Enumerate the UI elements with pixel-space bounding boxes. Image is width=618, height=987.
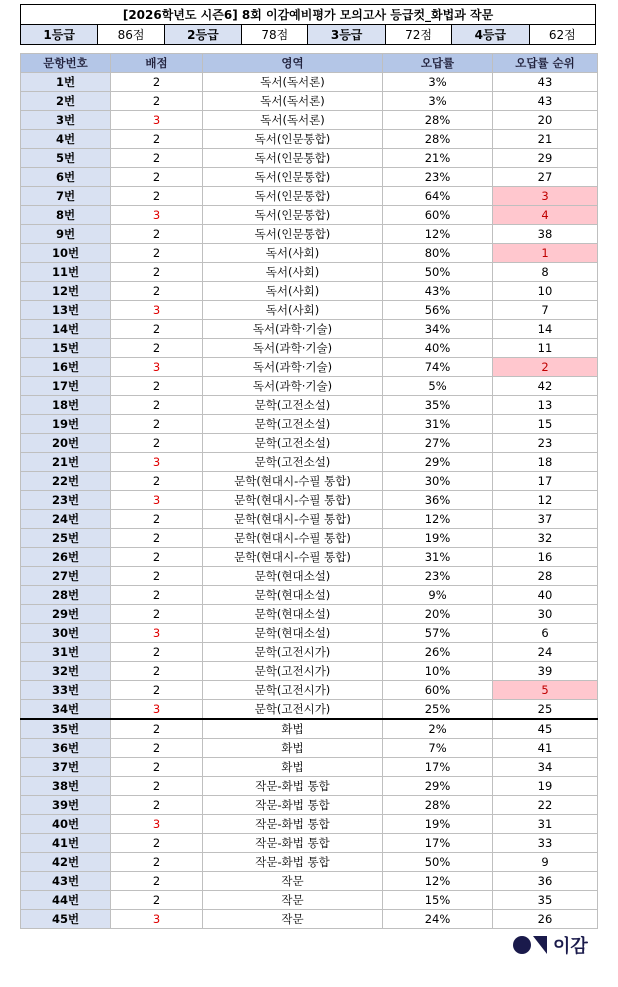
error-rate-cell: 12% — [383, 225, 493, 244]
error-rate-cell: 43% — [383, 282, 493, 301]
area-cell: 문학(현대소설) — [203, 624, 383, 643]
question-number: 42번 — [21, 853, 111, 872]
area-cell: 문학(고전시가) — [203, 700, 383, 720]
error-rate-cell: 23% — [383, 567, 493, 586]
error-rate-cell: 12% — [383, 872, 493, 891]
question-number: 23번 — [21, 491, 111, 510]
question-number: 14번 — [21, 320, 111, 339]
points-cell: 2 — [111, 415, 203, 434]
question-number: 26번 — [21, 548, 111, 567]
question-number: 11번 — [21, 263, 111, 282]
question-number: 6번 — [21, 168, 111, 187]
igam-logo — [513, 934, 588, 956]
error-rate-cell: 27% — [383, 434, 493, 453]
table-row — [21, 586, 598, 605]
table-row — [21, 491, 598, 510]
points-cell: 2 — [111, 548, 203, 567]
area-cell: 화법 — [203, 739, 383, 758]
table-row — [21, 510, 598, 529]
error-rank-cell: 42 — [493, 377, 598, 396]
points-cell: 2 — [111, 872, 203, 891]
error-rate-cell: 9% — [383, 586, 493, 605]
area-cell: 작문-화법 통합 — [203, 834, 383, 853]
table-row — [21, 111, 598, 130]
area-cell: 독서(사회) — [203, 301, 383, 320]
error-rank-cell: 36 — [493, 872, 598, 891]
table-row — [21, 643, 598, 662]
area-cell: 작문-화법 통합 — [203, 815, 383, 834]
points-cell: 2 — [111, 225, 203, 244]
points-cell: 2 — [111, 320, 203, 339]
table-row — [21, 891, 598, 910]
error-rate-cell: 34% — [383, 320, 493, 339]
table-row — [21, 681, 598, 700]
points-cell: 3 — [111, 358, 203, 377]
error-rank-cell: 45 — [493, 719, 598, 739]
error-rate-cell: 29% — [383, 777, 493, 796]
area-cell: 문학(현대시-수필 통합) — [203, 510, 383, 529]
area-cell: 독서(인문통합) — [203, 206, 383, 225]
points-cell: 3 — [111, 206, 203, 225]
table-row — [21, 472, 598, 491]
points-cell: 2 — [111, 396, 203, 415]
points-cell: 2 — [111, 777, 203, 796]
question-number: 34번 — [21, 700, 111, 720]
question-number: 10번 — [21, 244, 111, 263]
area-cell: 독서(인문통합) — [203, 225, 383, 244]
error-rate-cell: 26% — [383, 643, 493, 662]
table-row — [21, 168, 598, 187]
area-cell: 독서(인문통합) — [203, 149, 383, 168]
error-rate-cell: 29% — [383, 453, 493, 472]
grade-label: 4등급 — [452, 25, 529, 45]
table-row — [21, 834, 598, 853]
points-cell: 3 — [111, 624, 203, 643]
error-rate-cell: 35% — [383, 396, 493, 415]
table-row — [21, 700, 598, 720]
error-rate-cell: 64% — [383, 187, 493, 206]
logo-text: 이감 — [553, 936, 588, 957]
error-rate-cell: 74% — [383, 358, 493, 377]
table-row — [21, 796, 598, 815]
points-cell: 2 — [111, 796, 203, 815]
question-number: 20번 — [21, 434, 111, 453]
table-row — [21, 73, 598, 92]
error-rank-cell: 3 — [493, 187, 598, 206]
grade-cut-header — [20, 4, 596, 45]
table-row — [21, 130, 598, 149]
question-number: 30번 — [21, 624, 111, 643]
question-number: 17번 — [21, 377, 111, 396]
area-cell: 독서(과학·기술) — [203, 358, 383, 377]
points-cell: 2 — [111, 73, 203, 92]
question-number: 45번 — [21, 910, 111, 929]
error-rank-cell: 7 — [493, 301, 598, 320]
error-rank-cell: 32 — [493, 529, 598, 548]
question-number: 9번 — [21, 225, 111, 244]
error-rate-cell: 50% — [383, 853, 493, 872]
table-row — [21, 244, 598, 263]
error-rank-cell: 24 — [493, 643, 598, 662]
area-cell: 독서(사회) — [203, 263, 383, 282]
error-rank-cell: 39 — [493, 662, 598, 681]
points-cell: 2 — [111, 149, 203, 168]
points-cell: 2 — [111, 586, 203, 605]
table-row — [21, 719, 598, 739]
error-rank-cell: 20 — [493, 111, 598, 130]
error-rank-cell: 31 — [493, 815, 598, 834]
logo-triangle-icon — [533, 936, 547, 954]
points-cell: 2 — [111, 510, 203, 529]
area-cell: 독서(과학·기술) — [203, 377, 383, 396]
area-cell: 문학(현대소설) — [203, 586, 383, 605]
points-cell: 3 — [111, 301, 203, 320]
area-cell: 독서(인문통합) — [203, 168, 383, 187]
question-number: 5번 — [21, 149, 111, 168]
error-rate-cell: 80% — [383, 244, 493, 263]
area-cell: 문학(고전시가) — [203, 643, 383, 662]
error-rate-cell: 10% — [383, 662, 493, 681]
table-row — [21, 263, 598, 282]
error-rate-cell: 28% — [383, 111, 493, 130]
error-rank-cell: 6 — [493, 624, 598, 643]
points-cell: 2 — [111, 643, 203, 662]
error-rate-cell: 60% — [383, 206, 493, 225]
grade-label: 2등급 — [164, 25, 241, 45]
question-number: 8번 — [21, 206, 111, 225]
area-cell: 작문 — [203, 910, 383, 929]
table-row — [21, 149, 598, 168]
question-number: 32번 — [21, 662, 111, 681]
error-rank-cell: 18 — [493, 453, 598, 472]
table-row — [21, 92, 598, 111]
error-rank-cell: 2 — [493, 358, 598, 377]
error-rate-cell: 56% — [383, 301, 493, 320]
question-number: 38번 — [21, 777, 111, 796]
table-row — [21, 872, 598, 891]
table-row — [21, 529, 598, 548]
area-cell: 작문 — [203, 872, 383, 891]
points-cell: 3 — [111, 491, 203, 510]
table-row — [21, 605, 598, 624]
area-cell: 독서(독서론) — [203, 111, 383, 130]
igam-logo-icon — [513, 936, 531, 954]
error-rate-cell: 17% — [383, 758, 493, 777]
points-cell: 2 — [111, 681, 203, 700]
question-number: 3번 — [21, 111, 111, 130]
error-rank-cell: 40 — [493, 586, 598, 605]
table-row — [21, 206, 598, 225]
points-cell: 2 — [111, 130, 203, 149]
header-error-rate: 오답률 — [383, 54, 493, 73]
error-rate-cell: 57% — [383, 624, 493, 643]
table-row — [21, 758, 598, 777]
table-row — [21, 434, 598, 453]
area-cell: 작문-화법 통합 — [203, 777, 383, 796]
error-rate-cell: 15% — [383, 891, 493, 910]
error-rank-cell: 4 — [493, 206, 598, 225]
grade-label: 1등급 — [21, 25, 98, 45]
area-cell: 문학(현대시-수필 통합) — [203, 472, 383, 491]
question-number: 22번 — [21, 472, 111, 491]
points-cell: 2 — [111, 739, 203, 758]
error-rank-cell: 28 — [493, 567, 598, 586]
grade-score: 86점 — [98, 25, 164, 45]
table-header-row — [21, 54, 598, 73]
area-cell: 문학(고전시가) — [203, 662, 383, 681]
error-rank-cell: 17 — [493, 472, 598, 491]
table-row — [21, 453, 598, 472]
area-cell: 문학(고전소설) — [203, 453, 383, 472]
error-rate-cell: 36% — [383, 491, 493, 510]
points-cell: 3 — [111, 700, 203, 720]
area-cell: 독서(사회) — [203, 282, 383, 301]
table-row — [21, 548, 598, 567]
error-rank-cell: 22 — [493, 796, 598, 815]
error-rank-cell: 1 — [493, 244, 598, 263]
header-points: 배점 — [111, 54, 203, 73]
area-cell: 작문 — [203, 891, 383, 910]
error-rank-cell: 33 — [493, 834, 598, 853]
error-rank-cell: 5 — [493, 681, 598, 700]
question-number: 41번 — [21, 834, 111, 853]
points-cell: 2 — [111, 168, 203, 187]
question-number: 44번 — [21, 891, 111, 910]
table-row — [21, 358, 598, 377]
area-cell: 독서(사회) — [203, 244, 383, 263]
area-cell: 문학(고전소설) — [203, 434, 383, 453]
error-rate-cell: 5% — [383, 377, 493, 396]
error-rate-cell: 3% — [383, 92, 493, 111]
question-number: 36번 — [21, 739, 111, 758]
question-number: 25번 — [21, 529, 111, 548]
question-number: 31번 — [21, 643, 111, 662]
question-number: 1번 — [21, 73, 111, 92]
error-rank-cell: 29 — [493, 149, 598, 168]
table-row — [21, 377, 598, 396]
error-rank-cell: 15 — [493, 415, 598, 434]
area-cell: 작문-화법 통합 — [203, 796, 383, 815]
points-cell: 2 — [111, 434, 203, 453]
table-row — [21, 415, 598, 434]
error-rank-cell: 19 — [493, 777, 598, 796]
grade-score: 62점 — [529, 25, 595, 45]
question-number: 7번 — [21, 187, 111, 206]
table-row — [21, 910, 598, 929]
error-rate-cell: 21% — [383, 149, 493, 168]
error-rate-cell: 50% — [383, 263, 493, 282]
error-rank-cell: 25 — [493, 700, 598, 720]
table-row — [21, 624, 598, 643]
points-cell: 2 — [111, 472, 203, 491]
points-cell: 3 — [111, 815, 203, 834]
table-row — [21, 396, 598, 415]
question-number: 2번 — [21, 92, 111, 111]
question-number: 40번 — [21, 815, 111, 834]
table-row — [21, 815, 598, 834]
error-rank-cell: 10 — [493, 282, 598, 301]
error-rate-cell: 20% — [383, 605, 493, 624]
points-cell: 3 — [111, 910, 203, 929]
area-cell: 문학(고전소설) — [203, 396, 383, 415]
points-cell: 2 — [111, 92, 203, 111]
error-rank-cell: 37 — [493, 510, 598, 529]
points-cell: 2 — [111, 282, 203, 301]
error-rate-cell: 31% — [383, 548, 493, 567]
table-row — [21, 739, 598, 758]
error-rate-cell: 23% — [383, 168, 493, 187]
area-cell: 문학(고전소설) — [203, 415, 383, 434]
area-cell: 작문-화법 통합 — [203, 853, 383, 872]
question-number: 4번 — [21, 130, 111, 149]
error-rate-cell: 2% — [383, 719, 493, 739]
grade-label: 3등급 — [308, 25, 385, 45]
table-row — [21, 225, 598, 244]
error-rank-cell: 23 — [493, 434, 598, 453]
question-number: 16번 — [21, 358, 111, 377]
grade-score: 72점 — [385, 25, 451, 45]
points-cell: 2 — [111, 529, 203, 548]
error-rank-cell: 21 — [493, 130, 598, 149]
table-row — [21, 662, 598, 681]
question-number: 24번 — [21, 510, 111, 529]
error-rate-cell: 28% — [383, 796, 493, 815]
error-rate-cell: 3% — [383, 73, 493, 92]
table-row — [21, 339, 598, 358]
error-rate-cell: 60% — [383, 681, 493, 700]
area-cell: 문학(현대시-수필 통합) — [203, 491, 383, 510]
question-number: 27번 — [21, 567, 111, 586]
points-cell: 2 — [111, 377, 203, 396]
header-error-rank: 오답률 순위 — [493, 54, 598, 73]
area-cell: 독서(과학·기술) — [203, 320, 383, 339]
error-rate-cell: 19% — [383, 529, 493, 548]
error-rank-cell: 14 — [493, 320, 598, 339]
error-rate-cell: 7% — [383, 739, 493, 758]
question-number: 33번 — [21, 681, 111, 700]
error-rate-cell: 31% — [383, 415, 493, 434]
table-row — [21, 853, 598, 872]
error-rate-cell: 30% — [383, 472, 493, 491]
error-rank-cell: 30 — [493, 605, 598, 624]
question-number: 12번 — [21, 282, 111, 301]
points-cell: 3 — [111, 453, 203, 472]
area-cell: 문학(현대시-수필 통합) — [203, 529, 383, 548]
points-cell: 2 — [111, 834, 203, 853]
error-rank-cell: 11 — [493, 339, 598, 358]
grade-score: 78점 — [242, 25, 308, 45]
points-cell: 2 — [111, 758, 203, 777]
points-cell: 2 — [111, 605, 203, 624]
error-rate-cell: 12% — [383, 510, 493, 529]
question-number: 19번 — [21, 415, 111, 434]
question-number: 29번 — [21, 605, 111, 624]
error-rank-cell: 38 — [493, 225, 598, 244]
error-rank-cell: 12 — [493, 491, 598, 510]
question-number: 35번 — [21, 719, 111, 739]
area-cell: 독서(독서론) — [203, 92, 383, 111]
error-rate-cell: 19% — [383, 815, 493, 834]
points-cell: 3 — [111, 111, 203, 130]
question-number: 37번 — [21, 758, 111, 777]
table-body — [21, 73, 598, 929]
question-number: 39번 — [21, 796, 111, 815]
table-row — [21, 282, 598, 301]
question-number: 21번 — [21, 453, 111, 472]
points-cell: 2 — [111, 244, 203, 263]
area-cell: 독서(독서론) — [203, 73, 383, 92]
points-cell: 2 — [111, 263, 203, 282]
header-question-number: 문항번호 — [21, 54, 111, 73]
error-rate-cell: 17% — [383, 834, 493, 853]
header-area: 영역 — [203, 54, 383, 73]
points-cell: 2 — [111, 719, 203, 739]
error-rate-cell: 40% — [383, 339, 493, 358]
error-rank-cell: 43 — [493, 92, 598, 111]
error-rate-cell: 24% — [383, 910, 493, 929]
table-row — [21, 567, 598, 586]
area-cell: 문학(현대시-수필 통합) — [203, 548, 383, 567]
points-cell: 2 — [111, 187, 203, 206]
question-number: 13번 — [21, 301, 111, 320]
table-row — [21, 301, 598, 320]
question-number: 28번 — [21, 586, 111, 605]
error-rank-cell: 35 — [493, 891, 598, 910]
table-row — [21, 320, 598, 339]
error-rank-cell: 26 — [493, 910, 598, 929]
error-rank-cell: 27 — [493, 168, 598, 187]
question-number: 43번 — [21, 872, 111, 891]
error-rank-cell: 16 — [493, 548, 598, 567]
points-cell: 2 — [111, 891, 203, 910]
page-title: [2026학년도 시즌6] 8회 이감예비평가 모의고사 등급컷_화법과 작문 — [21, 5, 596, 25]
error-rank-cell: 13 — [493, 396, 598, 415]
error-rank-cell: 41 — [493, 739, 598, 758]
question-number: 15번 — [21, 339, 111, 358]
area-cell: 문학(고전시가) — [203, 681, 383, 700]
error-rate-cell: 25% — [383, 700, 493, 720]
table-row — [21, 777, 598, 796]
area-cell: 독서(인문통합) — [203, 187, 383, 206]
question-number: 18번 — [21, 396, 111, 415]
points-cell: 2 — [111, 567, 203, 586]
error-rank-cell: 8 — [493, 263, 598, 282]
error-rank-cell: 9 — [493, 853, 598, 872]
error-rank-cell: 43 — [493, 73, 598, 92]
table-row — [21, 187, 598, 206]
error-rate-cell: 28% — [383, 130, 493, 149]
area-cell: 독서(과학·기술) — [203, 339, 383, 358]
points-cell: 2 — [111, 853, 203, 872]
points-cell: 2 — [111, 339, 203, 358]
error-rank-cell: 34 — [493, 758, 598, 777]
area-cell: 화법 — [203, 758, 383, 777]
area-cell: 문학(현대소설) — [203, 567, 383, 586]
grade-cut-row — [21, 25, 596, 45]
area-cell: 문학(현대소설) — [203, 605, 383, 624]
question-table — [20, 53, 598, 929]
area-cell: 독서(인문통합) — [203, 130, 383, 149]
points-cell: 2 — [111, 662, 203, 681]
area-cell: 화법 — [203, 719, 383, 739]
